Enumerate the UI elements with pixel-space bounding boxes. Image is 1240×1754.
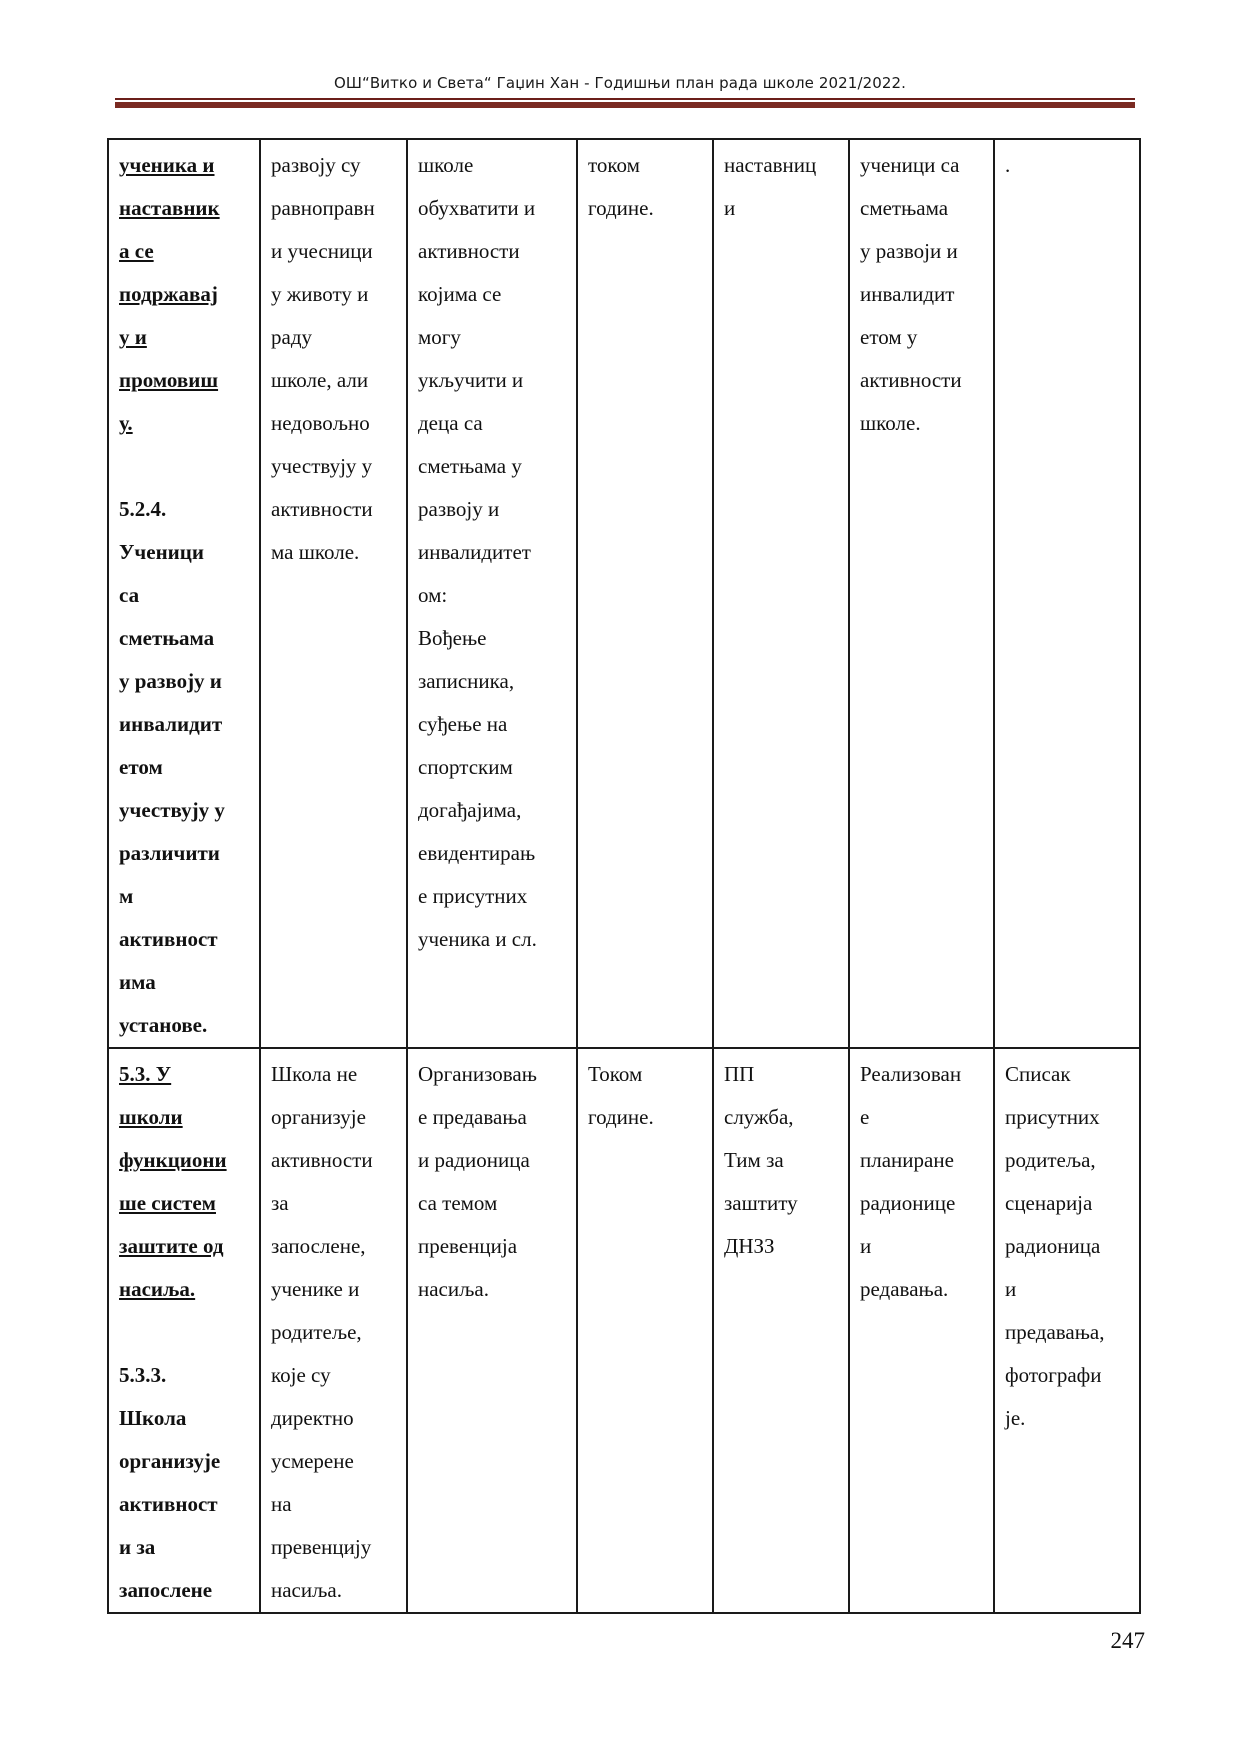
cell-line: планиране: [860, 1148, 954, 1172]
cell-line: Школа: [119, 1406, 187, 1430]
cell-line: има: [119, 970, 156, 994]
indicator-text: [119, 445, 251, 1047]
cell-line: [119, 1311, 251, 1354]
cell-line: е присутних: [418, 884, 528, 908]
cell-line: које су: [271, 1363, 331, 1387]
success-criteria-cell: [849, 139, 994, 1048]
cell-line: и: [1005, 1277, 1017, 1301]
cell-line: родитеља,: [1005, 1148, 1096, 1172]
cell-line: подржавај: [119, 282, 218, 306]
cell-line: служба,: [724, 1105, 794, 1129]
cell-line: развоју и: [418, 497, 500, 521]
cell-line: раду: [271, 325, 313, 349]
cell-line: фотографи: [1005, 1363, 1102, 1387]
cell-line: етом у: [860, 325, 918, 349]
cell-line: активност: [119, 1492, 218, 1516]
header-rule-thin: [115, 98, 1135, 100]
cell-line: суђење на: [418, 712, 508, 736]
cell-line: недовољно: [271, 411, 370, 435]
cell-line: сметњама: [119, 626, 215, 650]
plan-table: [107, 138, 1141, 1614]
cell-line: активности: [860, 368, 962, 392]
cell-line: и за: [119, 1535, 156, 1559]
cell-line: запослене: [119, 1578, 213, 1602]
timeline-cell: [577, 1048, 713, 1613]
cell-line: организује: [119, 1449, 221, 1473]
cell-line: евидентирањ: [418, 841, 536, 865]
cell-line: са темом: [418, 1191, 498, 1215]
cell-line: 5.2.4.: [119, 497, 167, 521]
cell-line: сценарија: [1005, 1191, 1093, 1215]
activities-cell: [407, 1048, 577, 1613]
cell-line: ученике и: [271, 1277, 360, 1301]
cell-line: инвалидит: [860, 282, 955, 306]
cell-line: запослене,: [271, 1234, 366, 1258]
cell-line: школе, али: [271, 368, 369, 392]
cell-line: Вођење: [418, 626, 487, 650]
cell-line: заштиту: [724, 1191, 798, 1215]
cell-line: Тим за: [724, 1148, 784, 1172]
timeline-cell: [577, 139, 713, 1048]
cell-line: спортским: [418, 755, 513, 779]
cell-line: Током: [588, 1062, 643, 1086]
cell-line: м: [119, 884, 134, 908]
table-row: [108, 1048, 1140, 1613]
cell-line: родитеље,: [271, 1320, 362, 1344]
cell-line: установе.: [119, 1013, 208, 1037]
cell-line: различити: [119, 841, 220, 865]
cell-line: активности: [271, 497, 373, 521]
cell-line: сметњама: [860, 196, 949, 220]
cell-line: превенција: [418, 1234, 518, 1258]
cell-line: 5.3.3.: [119, 1363, 167, 1387]
cell-line: Организовањ: [418, 1062, 537, 1086]
cell-line: ше систем: [119, 1191, 216, 1215]
cell-line: са: [119, 583, 140, 607]
cell-line: Реализован: [860, 1062, 962, 1086]
cell-line: деца са: [418, 411, 483, 435]
cell-line: е: [860, 1105, 870, 1129]
cell-line: школе.: [860, 411, 921, 435]
cell-line: сметњама у: [418, 454, 522, 478]
goal-title: [119, 144, 251, 445]
activities-cell: [407, 139, 577, 1048]
cell-line: активности: [418, 239, 520, 263]
cell-line: године.: [588, 1105, 654, 1129]
cell-line: насиља.: [119, 1277, 196, 1301]
cell-line: насиља.: [271, 1578, 342, 1602]
cell-line: у и: [119, 325, 147, 349]
cell-line: школи: [119, 1105, 183, 1129]
cell-line: у.: [119, 411, 133, 435]
cell-line: обухватити и: [418, 196, 536, 220]
cell-line: предавања,: [1005, 1320, 1105, 1344]
cell-line: превенцију: [271, 1535, 372, 1559]
goal-cell: [108, 139, 260, 1048]
cell-line: Школа не: [271, 1062, 358, 1086]
cell-line: догађајима,: [418, 798, 522, 822]
evidence-cell: [994, 139, 1140, 1048]
current-state-cell: [260, 139, 407, 1048]
cell-line: у животу и: [271, 282, 369, 306]
cell-line: ученика и: [119, 153, 215, 177]
evidence-cell: [994, 1048, 1140, 1613]
responsible-cell: [713, 1048, 849, 1613]
cell-line: редавања.: [860, 1277, 949, 1301]
goal-title: [119, 1053, 251, 1311]
cell-line: учествују у: [271, 454, 373, 478]
cell-line: организује: [271, 1105, 366, 1129]
cell-line: а се: [119, 239, 154, 263]
cell-line: насиља.: [418, 1277, 489, 1301]
cell-line: наставник: [119, 196, 220, 220]
cell-line: активност: [119, 927, 218, 951]
cell-line: .: [1005, 153, 1011, 177]
cell-line: године.: [588, 196, 654, 220]
cell-line: заштите од: [119, 1234, 224, 1258]
cell-line: активности: [271, 1148, 373, 1172]
cell-line: ма школе.: [271, 540, 360, 564]
cell-line: радионице: [860, 1191, 956, 1215]
cell-line: ученици са: [860, 153, 960, 177]
cell-line: усмерене: [271, 1449, 354, 1473]
current-state-cell: [260, 1048, 407, 1613]
cell-line: наставниц: [724, 153, 817, 177]
header-rule-thick: [115, 102, 1135, 108]
success-criteria-cell: [849, 1048, 994, 1613]
responsible-cell: [713, 139, 849, 1048]
cell-line: је.: [1005, 1406, 1026, 1430]
cell-line: којима се: [418, 282, 502, 306]
cell-line: равноправн: [271, 196, 375, 220]
cell-line: на: [271, 1492, 292, 1516]
cell-line: у развоји и: [860, 239, 958, 263]
cell-line: ом:: [418, 583, 448, 607]
cell-line: е предавања: [418, 1105, 527, 1129]
indicator-text: [119, 1311, 251, 1612]
cell-line: и радионица: [418, 1148, 530, 1172]
document-header: ОШ“Витко и Света“ Гаџин Хан - Годишњи план рада школе 2021/2022.: [333, 74, 907, 92]
cell-line: промовиш: [119, 368, 219, 392]
goal-cell: [108, 1048, 260, 1613]
cell-line: функциони: [119, 1148, 227, 1172]
cell-line: ДНЗЗ: [724, 1234, 775, 1258]
cell-line: 5.3. У: [119, 1062, 172, 1086]
cell-line: и учесници: [271, 239, 373, 263]
cell-line: ученика и сл.: [418, 927, 537, 951]
cell-line: укључити и: [418, 368, 524, 392]
page-number: 247: [1110, 1628, 1145, 1653]
cell-line: и: [724, 196, 736, 220]
cell-line: инвалидит: [119, 712, 223, 736]
cell-line: учествују у: [119, 798, 225, 822]
cell-line: [119, 445, 251, 488]
cell-line: директно: [271, 1406, 354, 1430]
cell-line: Ученици: [119, 540, 204, 564]
cell-line: током: [588, 153, 640, 177]
cell-line: за: [271, 1191, 289, 1215]
cell-line: развоју су: [271, 153, 361, 177]
table-row: [108, 139, 1140, 1048]
cell-line: радионица: [1005, 1234, 1101, 1258]
cell-line: ПП: [724, 1062, 755, 1086]
cell-line: присутних: [1005, 1105, 1100, 1129]
cell-line: могу: [418, 325, 461, 349]
cell-line: инвалидитет: [418, 540, 531, 564]
cell-line: Списак: [1005, 1062, 1071, 1086]
cell-line: записника,: [418, 669, 515, 693]
cell-line: етом: [119, 755, 163, 779]
cell-line: у развоју и: [119, 669, 222, 693]
cell-line: и: [860, 1234, 872, 1258]
cell-line: школе: [418, 153, 474, 177]
